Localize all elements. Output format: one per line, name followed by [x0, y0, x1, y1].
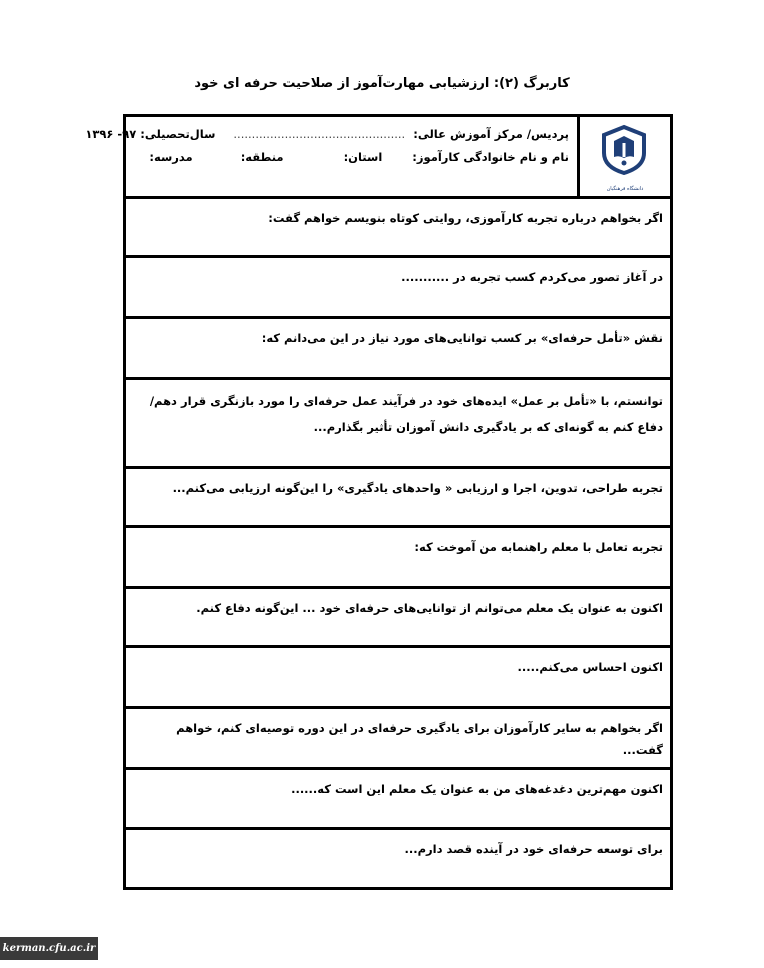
- prompt-row: [126, 258, 670, 319]
- campus-label: پردیس/ مرکز آموزش عالی:: [413, 127, 569, 141]
- prompt-row: [126, 319, 670, 380]
- school-label: مدرسه:: [149, 150, 193, 164]
- university-logo-icon: [598, 123, 650, 175]
- prompt-row: [126, 380, 670, 469]
- prompt-text: تجربه تعامل با معلم راهنمابه من آموخت که:: [414, 540, 663, 554]
- form-header: [85, 117, 670, 199]
- student-name-label: نام و نام خانوادگی کارآموز:: [412, 150, 569, 164]
- prompt-row: [126, 830, 670, 887]
- prompt-row: [126, 589, 670, 648]
- prompt-text: برای توسعه حرفه‌ای خود در آینده قصد دارم...: [404, 842, 663, 856]
- campus-line: [85, 127, 569, 141]
- logo-cell: [577, 117, 670, 196]
- evaluation-form: [85, 114, 673, 890]
- region-label: منطقه:: [240, 150, 284, 164]
- prompt-text: اکنون مهم‌ترین دغدغه‌های من به عنوان یک معلم این است که......: [291, 782, 663, 796]
- prompt-text: اکنون احساس می‌کنم.....: [517, 660, 663, 674]
- prompt-text: اکنون به عنوان یک معلم می‌توانم از توانایی‌های حرفه‌ای خود ... این‌گونه دفاع کنم.: [196, 601, 663, 615]
- page-title: کاربرگ (۲): ارزشیابی مهارت‌آموز از صلاحیت حرفه ای خود: [194, 76, 570, 91]
- prompt-row: [126, 528, 670, 589]
- prompt-row: [126, 469, 670, 528]
- site-badge: kerman.cfu.ac.ir: [0, 937, 98, 960]
- student-line: [149, 150, 569, 164]
- prompt-row: [126, 648, 670, 709]
- prompt-text: تجربه طراحی، تدوین، اجرا و ارزیابی « واحدهای یادگیری» را این‌گونه ارزیابی می‌کنم...: [172, 481, 663, 495]
- year-label: سال‌تحصیلی: ۹۷- ۱۳۹۶: [85, 127, 216, 141]
- prompt-row: [126, 199, 670, 258]
- prompt-text: در آغاز تصور می‌کردم کسب تجربه در ...........: [401, 270, 663, 284]
- campus-dots: ...............................................: [233, 127, 406, 141]
- prompt-text: نقش «تأمل حرفه‌ای» بر کسب توانایی‌های مورد نیاز در این می‌دانم که:: [261, 331, 663, 345]
- logo-caption: دانشگاه فرهنگیان: [606, 186, 644, 192]
- prompt-row: [126, 770, 670, 830]
- prompt-text: اگر بخواهم درباره تجربه کارآموزی، روایتی کوتاه بنویسم خواهم گفت:: [268, 211, 663, 225]
- prompt-text: اگر بخواهم به سایر کارآموزان برای یادگیری حرفه‌ای در این دوره توصیه‌ای کنم، خواهم گفت...: [176, 721, 663, 757]
- prompt-text: توانستم، با «تأمل بر عمل» ایده‌های خود در فرآیند عمل حرفه‌ای را مورد بازنگری قرار دهم/ دفاع کنم به گونه‌ای که بر یادگیری دانش آموزان تأثیر بگذارم...: [149, 394, 663, 434]
- prompt-row: [126, 709, 670, 770]
- province-label: استان:: [343, 150, 383, 164]
